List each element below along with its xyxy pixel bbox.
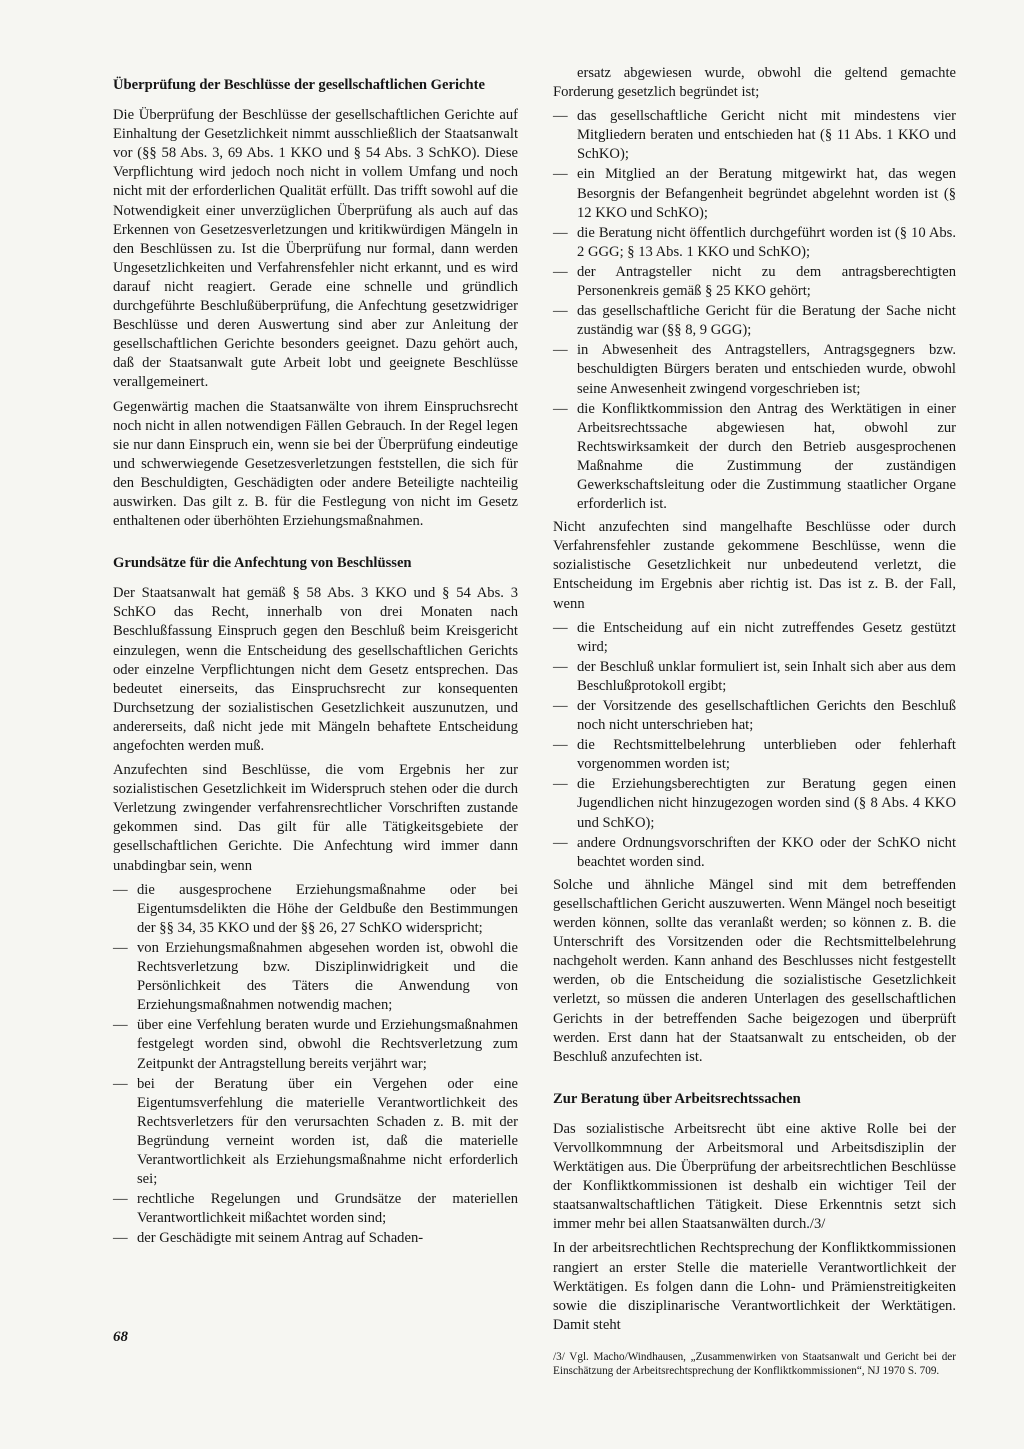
paragraph: Der Staatsanwalt hat gemäß § 58 Abs. 3 KKO und § 54 Abs. 3 SchKO das Recht, innerhalb von drei Monaten nach Beschlußfassung Einspruch gegen den Beschluß beim Kreisgericht einzulegen, wenn die Entscheidung des gesellschaftlichen Gerichts oder einzelne Verpflichtungen nicht dem Gesetz entsprechen. Das bedeutet einerseits, das Einspruchsrecht zur konsequenten Durchsetzung der sozialistischen Gesetzlichkeit auszunutzen, und andererseits, daß nicht jede mit Mängeln behaftete Entscheidung angefochten werden muß. [113,585,518,754]
list-item: — über eine Verfehlung beraten wurde und Erziehungsmaßnahmen festgelegt worden sind, obwohl die Rechtsverletzung zum Zeitpunkt der Antragstellung bereits verjährt war; [113,1016,518,1073]
list-item: — die Rechtsmittelbelehrung unterblieben oder fehlerhaft vorgenommen worden ist; [553,736,956,774]
dash-list [553,619,956,872]
dash-list [113,881,518,1249]
list-item: — von Erziehungsmaßnahmen abgesehen worden ist, obwohl die Rechtsverletzung bzw. Disziplinwidrigkeit und die Persönlichkeit des Täters die Anwendung von Erziehungsmaßnahmen notwendig machen; [113,939,518,1015]
section-heading: Überprüfung der Beschlüsse der gesellschaftlichen Gerichte [113,77,485,93]
list-item: — die Konfliktkommission den Antrag des Werktätigen in einer Arbeitsrechtssache abgewiesen hat, obwohl zur Rechtswirksamkeit der durch den Betrieb ausgesprochenen Maßnahme die Zustimmung der zuständigen Gewerkschaftsleitung oder die Zustimmung staatlicher Organe erforderlich ist. [553,400,956,515]
list-item: — die ausgesprochene Erziehungsmaßnahme oder bei Eigentumsdelikten die Höhe der Geldbuße den Bestimmungen der §§ 34, 35 KKO und der §§ 26, 27 SchKO widerspricht; [113,881,518,938]
paragraph: Das sozialistische Arbeitsrecht übt eine aktive Rolle bei der Vervollkommnung der Arbeitsmoral und Arbeitsdisziplin der Werktätigen aus. Die Überprüfung der arbeitsrechtlichen Beschlüsse der Konfliktkommissionen ist deshalb ein wichtiger Teil der staatsanwaltschaftlichen Tätigkeit. Diese Erkenntnis setzt sich immer mehr bei allen Staatsanwälten durch./3/ [553,1120,956,1233]
list-item: — andere Ordnungsvorschriften der KKO oder der SchKO nicht beachtet worden sind. [553,834,956,872]
list-continuation: ersatz abgewiesen wurde, obwohl die geltend gemachte Forderung gesetzlich begründet ist; [553,65,956,101]
list-item: — bei der Beratung über ein Vergehen oder eine Eigentumsverfehlung die materielle Verantwortlichkeit des Rechtsverletzers für den verursachten Schaden z. B. mit der Begründung verneint worden ist, daß die materielle Verantwortlichkeit als Erziehungsmaßnahme nicht erforderlich sei; [113,1075,518,1190]
list-item: — ein Mitglied an der Beratung mitgewirkt hat, das wegen Besorgnis der Befangenheit begründet abgelehnt worden ist (§ 12 KKO und SchKO); [553,165,956,222]
paragraph: Anzufechten sind Beschlüsse, die vom Ergebnis her zur sozialistischen Gesetzlichkeit im Widerspruch stehen oder die durch Verletzung zwingender verfahrensrechtlicher Vorschriften zustande gekommen sind. Das gilt für alle Tätigkeitsgebiete der gesellschaftlichen Gerichte. Die Anfechtung wird immer dann unabdingbar sein, wenn [113,762,518,874]
section-heading: Grundsätze für die Anfechtung von Beschlüssen [113,555,412,572]
list-item: — der Vorsitzende des gesellschaftlichen Gerichts den Beschluß noch nicht unterschrieben hat; [553,697,956,735]
paragraph: Nicht anzufechten sind mangelhafte Beschlüsse oder durch Verfahrensfehler zustande gekommene Beschlüsse, wenn die sozialistische Gesetzlichkeit nur unbedeutend verletzt, die Entscheidung im Ergebnis aber richtig ist. Das ist z. B. der Fall, wenn [553,519,956,612]
list-item: — der Antragsteller nicht zu dem antragsberechtigten Personenkreis gemäß § 25 KKO gehört; [553,263,956,301]
paragraph: Gegenwärtig machen die Staatsanwälte von ihrem Einspruchsrecht noch nicht in allen notwendigen Fällen Gebrauch. In der Regel legen sie nur dann Einspruch ein, wenn sie bei der Überprüfung eindeutige und schwerwiegende Gesetzesverletzungen feststellen, die sich für den Beschuldigten, Geschädigten oder andere Beteiligte nachteilig auswirken. Das gilt z. B. für die Festlegung von nicht im Gesetz enthaltenen oder überhöhten Erziehungsmaßnahmen. [113,398,518,530]
list-item: — der Beschluß unklar formuliert ist, sein Inhalt sich aber aus dem Beschlußprotokoll ergibt; [553,658,956,696]
section-heading: Zur Beratung über Arbeitsrechtssachen [553,1090,801,1107]
dash-list [553,107,956,514]
footnote: /3/ Vgl. Macho/Windhausen, „Zusammenwirken von Staatsanwalt und Gericht bei der Einschätzung der Arbeitsrechtsprechung der Konfliktkommissionen“, NJ 1970 S. 709. [553,1350,956,1377]
list-item: — das gesellschaftliche Gericht nicht mit mindestens vier Mitgliedern beraten und entschieden hat (§ 11 Abs. 1 KKO und SchKO); [553,107,956,164]
list-item: — die Erziehungsberechtigten zur Beratung gegen einen Jugendlichen nicht hinzugezogen worden sind (§ 8 Abs. 4 KKO und SchKO); [553,775,956,832]
list-item: — das gesellschaftliche Gericht für die Beratung der Sache nicht zuständig war (§§ 8, 9 GGG); [553,302,956,340]
left-column [113,70,518,1252]
paragraph: In der arbeitsrechtlichen Rechtsprechung der Konfliktkommissionen rangiert an erster Stelle die materielle Verantwortlichkeit der Werktätigen. Es folgen dann die Lohn- und Prämienstreitigkeiten sowie die disziplinarische Verantwortlichkeit der Werktätigen. Damit steht [553,1240,956,1333]
list-item: — in Abwesenheit des Antragstellers, Antragsgegners bzw. beschuldigten Bürgers beraten und entschieden wurde, obwohl seine Anwesenheit zwingend vorgeschrieben ist; [553,341,956,398]
list-item: — die Beratung nicht öffentlich durchgeführt worden ist (§ 10 Abs. 2 GGG; § 13 Abs. 1 KKO und SchKO); [553,224,956,262]
paragraph: Solche und ähnliche Mängel sind mit dem betreffenden gesellschaftlichen Gericht auszuwerten. Wenn Mängel noch beseitigt werden können, sollte das veranlaßt werden; so können z. B. die Unterschrift des Vorsitzenden oder die Rechtsmittelbelehrung nachgeholt werden. Kann anhand des Beschlusses nicht festgestellt werden, ob die Entscheidung die sozialistische Gesetzlichkeit verletzt, so müssen die anderen Unterlagen des gesellschaftlichen Gerichts in der betreffenden Sache beigezogen und überprüft werden. Erst dann hat der Staatsanwalt zu entscheiden, ob der Beschluß anzufechten ist. [553,876,956,1065]
list-item: — rechtliche Regelungen und Grundsätze der materiellen Verantwortlichkeit mißachtet worden sind; [113,1190,518,1228]
list-item: — die Entscheidung auf ein nicht zutreffendes Gesetz gestützt wird; [553,619,956,657]
page-number: 68 [113,1329,128,1345]
list-item: — der Geschädigte mit seinem Antrag auf Schaden- [113,1229,518,1248]
right-column [553,64,956,1378]
paragraph: Die Überprüfung der Beschlüsse der gesellschaftlichen Gerichte auf Einhaltung der Gesetzlichkeit nimmt ausschließlich der Staatsanwalt vor (§§ 58 Abs. 3, 69 Abs. 1 KKO und § 54 Abs. 3 SchKO). Diese Verpflichtung wird jedoch noch nicht in vollem Umfang und noch nicht mit der erforderlichen Qualität erfüllt. Das trifft sowohl auf die Notwendigkeit einer unverzüglichen Überprüfung als auch auf das Erkennen von Gesetzesverletzungen und kritikwürdigen Mängeln in den Beschlüssen zu. Ist die Überprüfung nur formal, dann werden Ungesetzlichkeiten und Verfahrensfehler nicht erkannt, und es wird darauf nicht reagiert. Gerade eine schnelle und gründlich durchgeführte Beschlußüberprüfung, die Anfechtung gesetzwidriger Beschlüsse und deren Auswertung sind aber zur Anleitung der gesellschaftlichen Gerichte besonders geeignet. Dazu gehört auch, daß der Staatsanwalt gute Arbeit lobt und geeignete Beschlüsse verallgemeinert. [113,107,518,391]
